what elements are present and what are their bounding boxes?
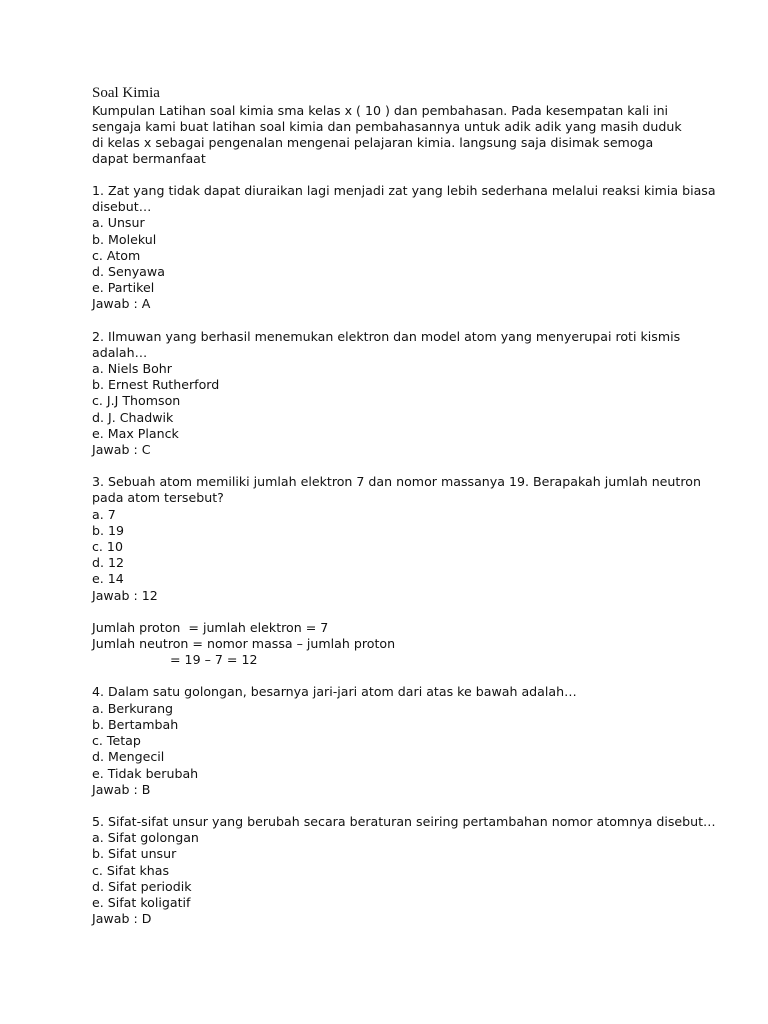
question-2 [92,329,692,459]
option-b: b. Bertambah [92,716,179,732]
option-e: e. Max Planck [92,425,179,441]
option-b: b. Molekul [92,231,157,247]
answer: Jawab : D [92,911,152,927]
option-d: d. Sifat periodik [92,878,192,894]
option-e: e. Tidak berubah [92,765,199,781]
document-title: Soal Kimia [92,85,160,101]
question-1-text-line1: 1. Zat yang tidak dapat diuraikan lagi menjadi zat yang lebih sederhana melalui reaksi kimia biasa [92,183,716,198]
question-3 [92,474,701,604]
option-c: c. 10 [92,539,123,555]
option-c: c. Atom [92,247,141,263]
option-e: e. Partikel [92,280,155,296]
option-d: d. J. Chadwik [92,409,174,425]
question-5-text-line1: 5. Sifat-sifat unsur yang berubah secara beraturan seiring pertambahan nomor atomnya disebut… [92,813,716,829]
option-b: b. Ernest Rutherford [92,377,220,393]
question-2-text-line1: 2. Ilmuwan yang berhasil menemukan elektron dan model atom yang menyerupai roti kismis [92,328,681,344]
option-e: e. Sifat koligatif [92,894,191,910]
option-d: d. 12 [92,555,125,571]
explanation-line2: Jumlah neutron = nomor massa – jumlah proton [92,636,396,652]
document-page [92,84,716,927]
explanation-block [92,620,692,669]
option-a: a. Niels Bohr [92,361,172,377]
answer: Jawab : 12 [92,587,158,603]
option-e: e. 14 [92,571,124,587]
option-a: a. Sifat golongan [92,830,199,846]
option-c: c. Tetap [92,733,141,749]
question-2-text-line2: adalah… [92,344,148,360]
question-3-text-line2: pada atom tersebut? [92,490,224,506]
question-1-text-line2: disebut… [92,199,152,215]
question-4 [92,684,692,797]
option-b: b. Sifat unsur [92,846,177,862]
option-c: c. Sifat khas [92,862,170,878]
option-a: a. Unsur [92,215,145,231]
answer: Jawab : A [92,296,151,312]
question-3-text-line1: 3. Sebuah atom memiliki jumlah elektron 7 dan nomor massanya 19. Berapakah jumlah neutron [92,474,701,490]
option-d: d. Senyawa [92,264,165,280]
explanation-line1: Jumlah proton = jumlah elektron = 7 [92,619,329,635]
option-c: c. J.J Thomson [92,393,181,409]
intro-paragraph: Kumpulan Latihan soal kimia sma kelas x ( 10 ) dan pembahasan. Pada kesempatan kali ini sengaja kami buat latihan soal kimia dan pembahasannya untuk adik adik yang masih duduk di kelas x sebagai pengenalan mengenai pelajaran kimia. langsung saja disimak semoga dapat bermanfaat [92,103,682,166]
question-5 [92,813,716,927]
explanation-line3: = 19 – 7 = 12 [170,652,258,668]
option-a: a. Berkurang [92,700,174,716]
option-a: a. 7 [92,506,116,522]
answer: Jawab : B [92,781,151,797]
option-d: d. Mengecil [92,749,165,765]
question-1 [92,183,716,313]
question-4-text-line1: 4. Dalam satu golongan, besarnya jari-jari atom dari atas ke bawah adalah… [92,684,577,700]
option-b: b. 19 [92,522,125,538]
answer: Jawab : C [92,442,151,458]
